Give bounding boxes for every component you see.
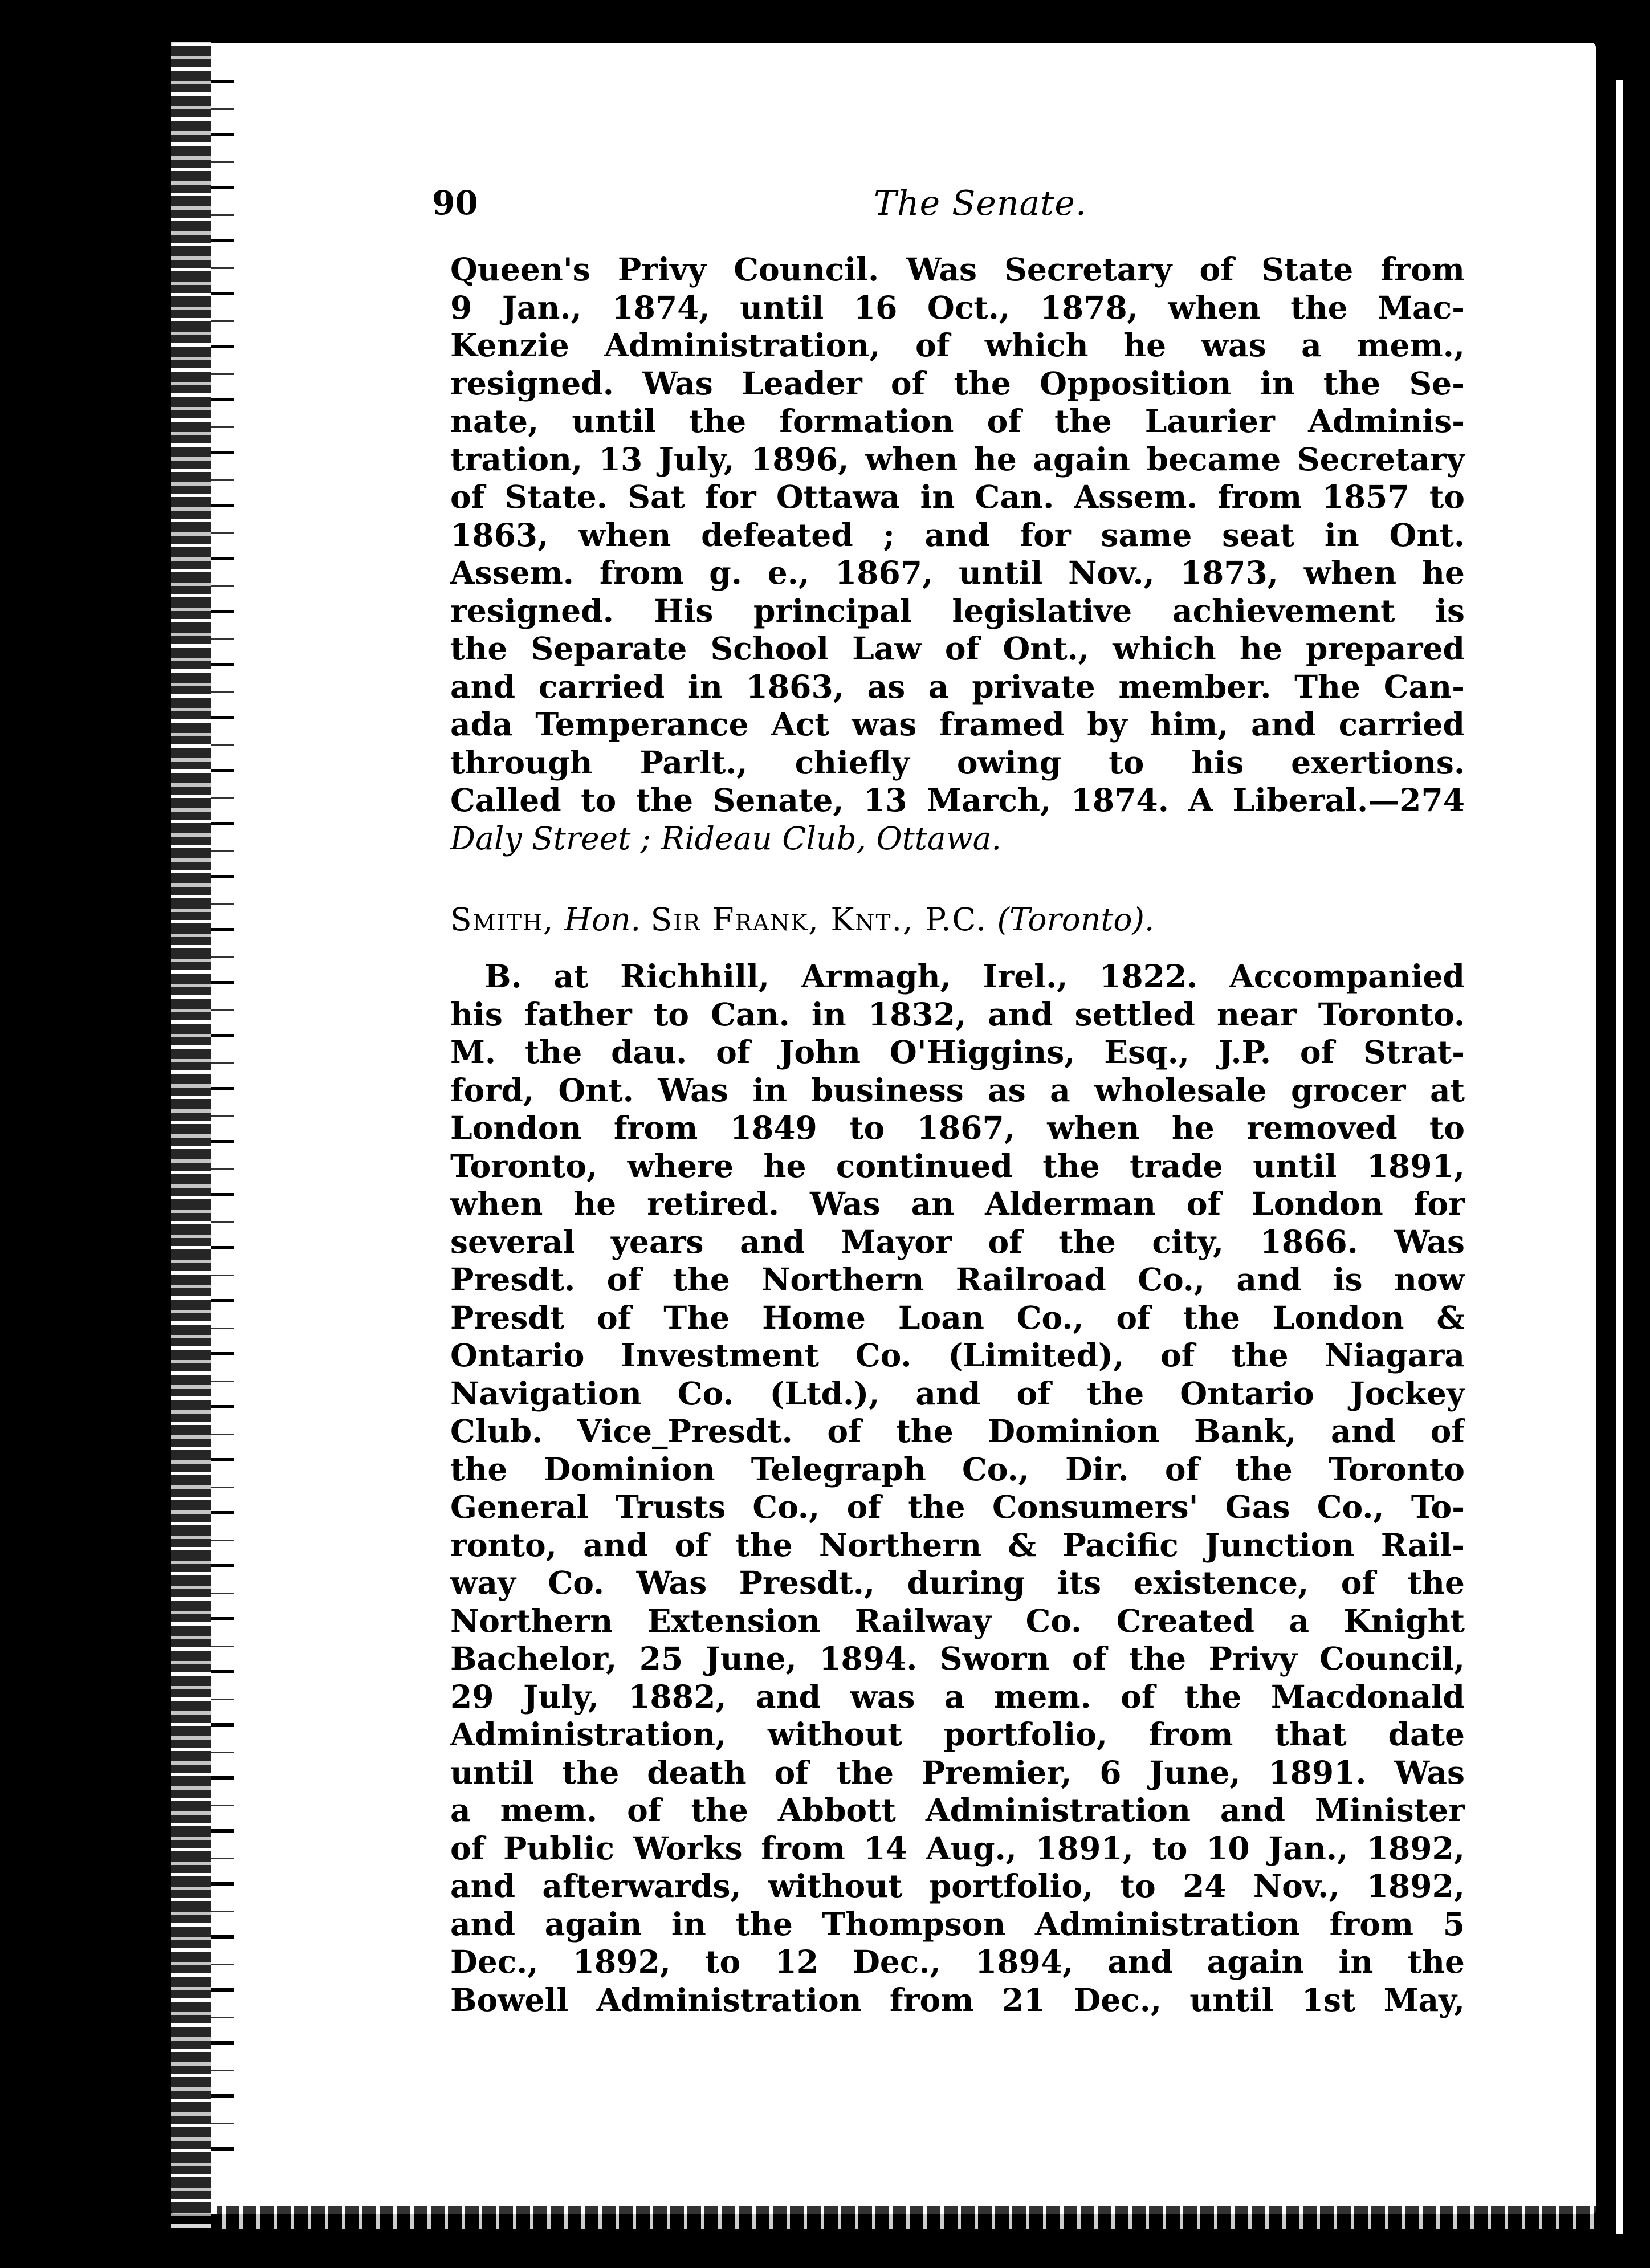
text-line: ronto, and of the Northern & Pacific Junction Rail- bbox=[450, 1526, 1465, 1563]
entry-location: (Toronto). bbox=[997, 901, 1155, 938]
text-line: ford, Ont. Was in business as a wholesale grocer at bbox=[450, 1071, 1465, 1109]
text-line: several years and Mayor of the city, 1866. Was bbox=[450, 1223, 1465, 1260]
text-line: General Trusts Co., of the Consumers' Gas Co., To- bbox=[450, 1488, 1465, 1525]
text-line: through Parlt., chiefly owing to his exertions. bbox=[450, 743, 1465, 781]
text-line: Presdt of The Home Loan Co., of the London & bbox=[450, 1298, 1465, 1336]
entry-heading bbox=[450, 901, 1476, 938]
text-line: a mem. of the Abbott Administration and Minister bbox=[450, 1791, 1465, 1829]
text-line: ada Temperance Act was framed by him, and carried bbox=[450, 706, 1465, 743]
text-line: resigned. His principal legislative achievement is bbox=[450, 592, 1465, 629]
text-line: tration, 13 July, 1896, when he again became Secretary bbox=[450, 440, 1465, 478]
text-line: Northern Extension Railway Co. Created a Knight bbox=[450, 1602, 1465, 1639]
page-edge-line bbox=[1616, 80, 1623, 2234]
text-line: Ontario Investment Co. (Limited), of the Niagara bbox=[450, 1337, 1465, 1374]
page-header bbox=[432, 184, 1458, 235]
address-line: Daly Street ; Rideau Club, Ottawa. bbox=[450, 820, 1001, 857]
text-line: nate, until the formation of the Laurier Adminis- bbox=[450, 402, 1465, 439]
text-line: Presdt. of the Northern Railroad Co., and is now bbox=[450, 1261, 1465, 1298]
text-line: Bachelor, 25 June, 1894. Sworn of the Privy Council, bbox=[450, 1640, 1465, 1677]
text-line: B. at Richhill, Armagh, Irel., 1822. Accompanied bbox=[484, 958, 1465, 995]
text-line: Kenzie Administration, of which he was a mem., bbox=[450, 327, 1465, 364]
text-line: Assem. from g. e., 1867, until Nov., 1873, when he bbox=[450, 554, 1465, 591]
text-line: 1863, when defeated ; and for same seat in Ont. bbox=[450, 516, 1465, 553]
text-line: and again in the Thompson Administration from 5 bbox=[450, 1905, 1465, 1943]
text-line: Queen's Privy Council. Was Secretary of State from bbox=[450, 251, 1465, 288]
entry-name: Sir Frank, Knt., P.C. bbox=[650, 901, 987, 938]
text-line: way Co. Was Presdt., during its existence, of the bbox=[450, 1564, 1465, 1601]
text-line: and carried in 1863, as a private member. The Can- bbox=[450, 667, 1465, 705]
text-line: Dec., 1892, to 12 Dec., 1894, and again in the bbox=[450, 1943, 1465, 1980]
text-line: Club. Vice_Presdt. of the Dominion Bank, and of bbox=[450, 1412, 1465, 1449]
text-line: and afterwards, without portfolio, to 24 Nov., 1892, bbox=[450, 1867, 1465, 1904]
text-line: Called to the Senate, 13 March, 1874. A Liberal.—274 bbox=[450, 781, 1465, 819]
text-line: the Separate School Law of Ont., which he prepared bbox=[450, 630, 1465, 667]
binding-edge bbox=[171, 34, 211, 2229]
text-line: 9 Jan., 1874, until 16 Oct., 1878, when the Mac- bbox=[450, 288, 1465, 326]
text-line: resigned. Was Leader of the Opposition in the Se- bbox=[450, 364, 1465, 402]
text-line: his father to Can. in 1832, and settled near Toronto. bbox=[450, 995, 1465, 1033]
text-line: Administration, without portfolio, from that date bbox=[450, 1716, 1465, 1753]
text-line: until the death of the Premier, 6 June, 1891. Was bbox=[450, 1753, 1465, 1791]
text-line: when he retired. Was an Alderman of London for bbox=[450, 1185, 1465, 1222]
text-line: M. the dau. of John O'Higgins, Esq., J.P. of Strat- bbox=[450, 1033, 1465, 1070]
entry-honorific: Hon. bbox=[564, 901, 641, 938]
text-line: London from 1849 to 1867, when he removed to bbox=[450, 1109, 1465, 1146]
page-number: 90 bbox=[432, 184, 478, 222]
text-line: the Dominion Telegraph Co., Dir. of the Toronto bbox=[450, 1450, 1465, 1488]
text-line: of Public Works from 14 Aug., 1891, to 10 Jan., 1892, bbox=[450, 1829, 1465, 1867]
entry-surname: Smith, bbox=[450, 901, 555, 938]
text-line: Bowell Administration from 21 Dec., until 1st May, bbox=[450, 1981, 1465, 2018]
running-head: The Senate. bbox=[874, 184, 1087, 223]
bottom-edge bbox=[217, 2206, 1596, 2229]
text-line: Navigation Co. (Ltd.), and of the Ontario Jockey bbox=[450, 1374, 1465, 1412]
text-line: of State. Sat for Ottawa in Can. Assem. from 1857 to bbox=[450, 478, 1465, 515]
text-line: Toronto, where he continued the trade until 1891, bbox=[450, 1147, 1465, 1184]
paragraph-continued bbox=[450, 251, 1465, 857]
entry-biography bbox=[450, 958, 1465, 2019]
text-line: 29 July, 1882, and was a mem. of the Macdonald bbox=[450, 1677, 1465, 1715]
binding-shadow bbox=[211, 57, 234, 2166]
